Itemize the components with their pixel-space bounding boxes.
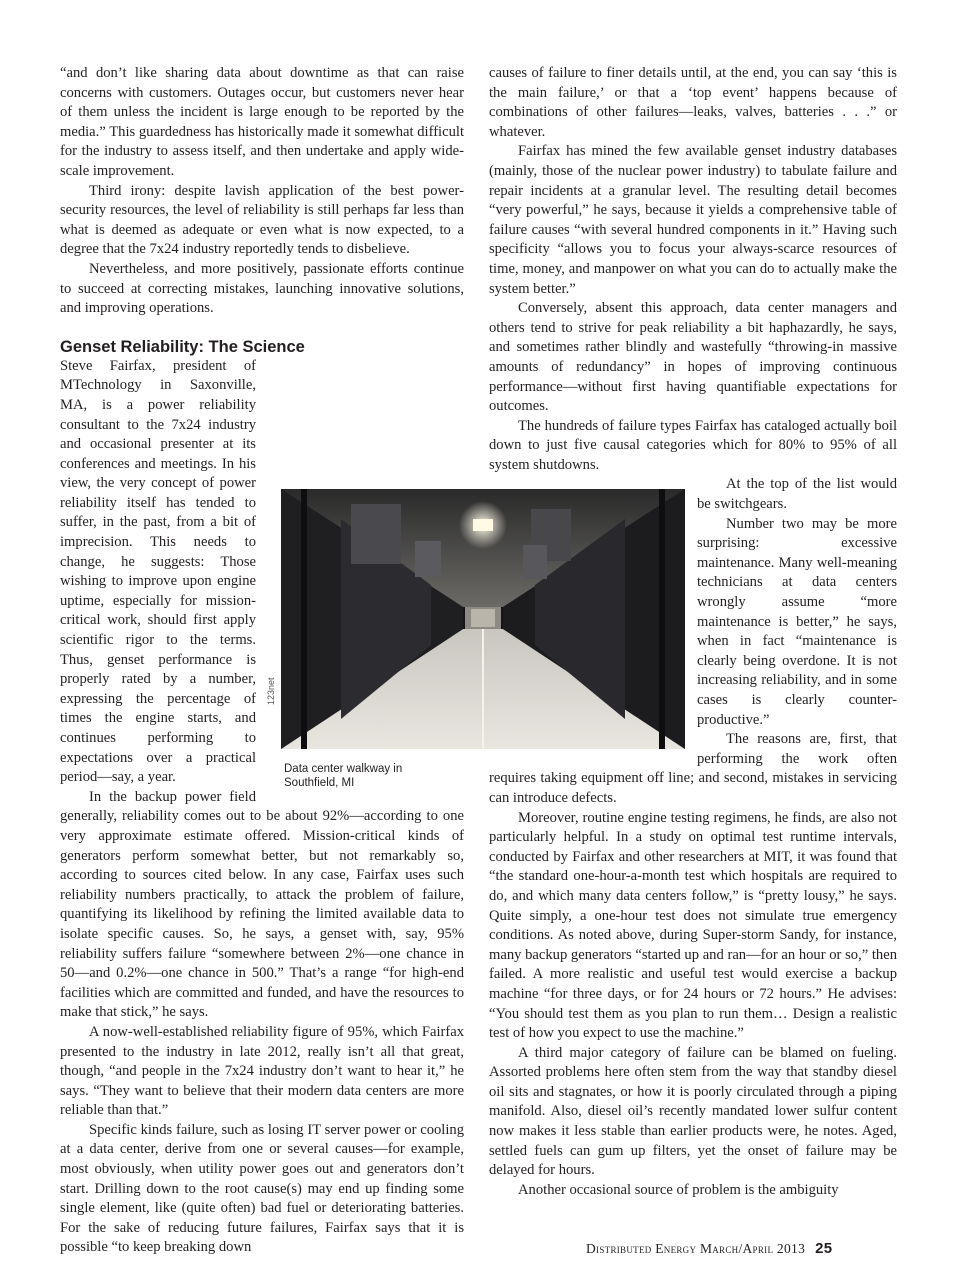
body-paragraph: Steve Fairfax, president of MTechnology in Saxonville, MA, is a power reliability consultant to the 7x24 industry and occasional presenter at its conferences and meetings. In his view, the very concept of power reliability itself has tended to suffer, in the past, from a bit of imprecision. This needs to change, he suggests: Those wishing to improve upon engine uptime, especially for mission-critical work, should first apply scientific rigor to the terms. Thus, genset performance is properly rated by a number, expressing the percentage of times the engine starts, and continues performing to expectations over a practical period—say, a year. [60,357,256,786]
photo-caption: Data center walkway in Southfield, MI [284,763,403,789]
body-paragraph: Specific kinds failure, such as losing IT server power or cooling at a data center, derive from one or several causes—for example, most obviously, when utility power goes out and generators don’t start. Drilling down to the root cause(s) may end up finding some single element, like (quite often) bad fuel or deteriorating batteries. For the sake of reducing future failures, Fairfax says that it is possible “to keep breaking down [60,1121,464,1256]
body-paragraph: Conversely, absent this approach, data center managers and others tend to strive for peak reliability a bit haphazardly, he says, and sometimes rather blindly and wastefully “throwing-in massive amounts of redundancy” in hopes of improving continuous performance—without first having quantifiable expectations for outcomes. [489,300,897,415]
publication-name: Distributed Energy March/April 2013 [586,1241,806,1256]
body-paragraph: The reasons are, first, that performing the work often requires taking equipment off line; and second, mistakes in servicing can introduce defects. [489,731,897,806]
data-center-illustration [281,489,685,749]
page-footer [586,1240,832,1257]
body-paragraph: Number two may be more surprising: excessive maintenance. Many well-meaning technicians at data centers wrongly assume “more maintenance is better,” he says, when in fact “maintenance is clearly being overdone. It is not increasing reliability, and in some cases is clearly counter-productive.” [697,515,897,728]
body-paragraph: At the top of the list would be switchgears. [697,476,897,513]
body-paragraph: The hundreds of failure types Fairfax has cataloged actually boil down to just five causal categories which for 80% to 95% of all system shutdowns. [489,417,897,473]
body-paragraph: Fairfax has mined the few available genset industry databases (mainly, those of the nuclear power industry) to tabulate failure and repair incidents at a granular level. The resulting detail becomes “very powerful,” he says, because it yields a comprehensive table of failure causes “with several hundred components in it.” Having such specificity “allows you to focus your always-scarce resources of time, money, and manpower on what you can do to actually make the system better.” [489,143,897,297]
photo-credit: 123net [266,677,276,705]
body-paragraph: Another occasional source of problem is the ambiguity [518,1181,839,1198]
body-paragraph: Nevertheless, and more positively, passionate efforts continue to succeed at correcting mistakes, launching innovative solutions, and improving operations. [60,260,464,317]
body-paragraph: causes of failure to finer details until, at the end, you can say ‘this is the main failure,’ or that a ‘top event’ happens because of combinations of other failures—leaks, valves, batteries . . .” or whatever. [489,65,897,140]
page-number: 25 [815,1240,833,1257]
body-paragraph: In the backup power field generally, reliability comes out to be about 92%—according to one very approximate estimate offered. Mission-critical kinds of generators perform somewhat better, but not remarkably so, according to sources cited below. In any case, Fairfax uses such reliability numbers practically, to attack the problem of failure, quantifying its likelihood by refining the limited available data to isolate specific causes. So, he says, a genset with, say, 95% reliability suffers failure “somewhere between 2%—one chance in 50—and 0.2%—one chance in 500.” That’s a range “for high-end facilities which are committed and funded, and have the resources to make that stick,” he says. [60,788,464,1021]
section-heading: Genset Reliability: The Science [60,337,305,356]
body-paragraph: “and don’t like sharing data about downtime as that can raise concerns with customers. Outages occur, but customers never hear of them unless the incident is large enough to be reported by the media.” This guardedness has historically made it somewhat difficult for the industry to assess itself, and then undertake and apply wide-scale improvement. [60,65,464,179]
body-paragraph: Third irony: despite lavish application of the best power-security resources, the level of reliability is still perhaps far less than what is deemed as adequate or even what is now expected, to a degree that the 7x24 industry reportedly tends to disbelieve. [60,182,464,258]
body-paragraph: Moreover, routine engine testing regimens, he finds, are also not particularly helpful. In a study on optimal test runtime intervals, conducted by Fairfax and other researchers at MIT, it was found that “the standard one-hour-a-month test which hospitals are required to do, and which many data centers follow,” is “pretty lousy,” he says. Quite simply, a one-hour test does not simulate true emergency conditions. As noted above, during Super-storm Sandy, for instance, many backup generators “started up and ran—for an hour or so,” then failed. A more realistic and useful test would exercise a backup machine “for three days, or for 24 hours or 72 hours.” He advises: “You should test them as you plan to run them… Design a realistic test of how you expect to use the machine.” [489,809,897,1042]
data-center-photo [281,489,685,749]
body-paragraph: A third major category of failure can be blamed on fueling. Assorted problems here often stem from the way that standby diesel oil sits and stagnates, or how it is poorly circulated through a piping manifold. Also, diesel oil’s recently mandated lower sulfur content now makes it less stable than earlier products were, he notes. Aged, settled fuels can gum up filters, yet the onset of failure may be delayed for hours. [489,1044,897,1179]
body-paragraph: A now-well-established reliability figure of 95%, which Fairfax presented to the industry in late 2012, really isn’t all that great, though, “and people in the 7x24 industry don’t want to hear it,” he says. “They want to believe that their modern data centers are more reliable than that.” [60,1023,464,1119]
